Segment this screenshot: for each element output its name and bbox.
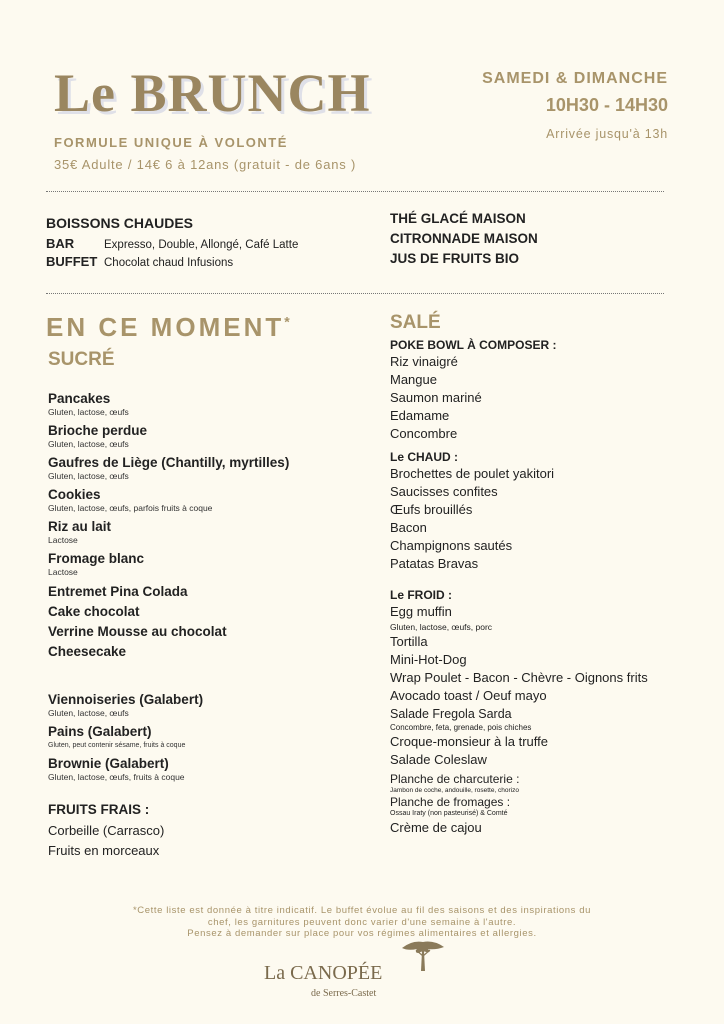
fruits-section <box>48 801 164 861</box>
list-item: Saumon mariné <box>390 390 482 405</box>
cold-drink-item: JUS DE FRUITS BIO <box>390 251 520 266</box>
list-item: Pancakes Gluten, lactose, œufs <box>48 391 129 417</box>
days-label: SAMEDI & DIMANCHE <box>482 70 668 87</box>
footer-note-line: Pensez à demander sur place pour vos régimes alimentaires et allergies. <box>187 928 537 939</box>
list-item: Egg muffin <box>390 604 452 619</box>
buffet-row <box>46 254 233 269</box>
moment-asterisk: * <box>284 313 293 330</box>
list-item: Fromage blanc Lactose <box>48 551 145 577</box>
sucre-list <box>48 390 289 662</box>
footer-note-line: *Cette liste est donnée à titre indicatif. Le buffet évolue au fil des saisons et des inspirations du <box>132 905 592 916</box>
list-item: Œufs brouillés <box>390 502 473 517</box>
list-item: Edamame <box>390 408 450 423</box>
list-item: Entremet Pina Colada <box>48 584 188 599</box>
list-item: Saucisses confites <box>390 484 498 499</box>
sale-list <box>390 337 648 837</box>
list-item: Brioche perdue Gluten, lactose, œufs <box>48 423 148 449</box>
list-item: Patatas Bravas <box>390 556 479 571</box>
list-item: Viennoiseries (Galabert) Gluten, lactose, œufs <box>48 692 204 718</box>
list-item: Crème de cajou <box>390 820 482 835</box>
hot-drinks-title: BOISSONS CHAUDES <box>46 215 194 231</box>
logo-subtitle: de Serres-Castet <box>311 988 377 999</box>
list-item: Brochettes de poulet yakitori <box>390 466 555 481</box>
buffet-label: BUFFET <box>46 254 98 269</box>
list-item: Tortilla <box>390 634 428 649</box>
list-item: Cake chocolat <box>48 604 140 619</box>
bar-items: Expresso, Double, Allongé, Café Latte <box>104 239 299 251</box>
chaud-title: Le CHAUD : <box>390 450 458 464</box>
list-item: Wrap Poulet - Bacon - Chèvre - Oignons frits <box>390 670 648 685</box>
buffet-items: Chocolat chaud Infusions <box>104 257 234 269</box>
cold-drink-item: THÉ GLACÉ MAISON <box>390 211 526 226</box>
footer-note-line: chef, les garnitures peuvent donc varier d'une semaine à l'autre. <box>207 916 517 928</box>
tree-icon <box>398 938 448 972</box>
bar-row <box>46 236 298 251</box>
list-item: Croque-monsieur à la truffe <box>390 734 549 749</box>
list-item: Mini-Hot-Dog <box>390 652 467 667</box>
list-item: Cheesecake <box>48 644 127 659</box>
item-note: Gluten, lactose, œufs, porc <box>390 622 493 632</box>
list-item: Corbeille (Carrasco) <box>48 823 165 838</box>
item-note: Ossau Iraty (non pasteurisé) & Comté <box>390 810 508 817</box>
sucre-title: SUCRÉ <box>48 349 115 370</box>
list-item: Riz vinaigré <box>390 354 458 369</box>
list-item: Fruits en morceaux <box>48 843 160 858</box>
item-note: Concombre, feta, grenade, pois chiches <box>390 723 532 732</box>
list-item: Riz au lait Lactose <box>48 519 112 545</box>
item-note: Jambon de coche, andouille, rosette, chorizo <box>390 787 519 794</box>
list-item: Pains (Galabert) Gluten, peut contenir sésame, fruits à coque <box>48 724 186 749</box>
footer-note <box>70 905 654 940</box>
cold-drinks-list <box>390 209 538 269</box>
list-item: Cookies Gluten, lactose, œufs, parfois fruits à coque <box>48 487 213 513</box>
list-item: Champignons sautés <box>390 538 513 553</box>
list-item: Planche de charcuterie : <box>390 772 520 786</box>
froid-title: Le FROID : <box>390 588 452 602</box>
cold-drink-item: CITRONNADE MAISON <box>390 231 538 246</box>
list-item: Planche de fromages : <box>390 795 511 809</box>
prices-text: 35€ Adulte / 14€ 6 à 12ans (gratuit - de 6ans ) <box>54 157 357 172</box>
logo-name: La CANOPÉE <box>264 962 383 984</box>
viennoiseries-list <box>48 691 203 787</box>
moment-title: EN CE MOMENT* <box>46 312 293 342</box>
list-item: Salade Coleslaw <box>390 752 487 767</box>
list-item: Mangue <box>390 372 437 387</box>
formula-label: FORMULE UNIQUE À VOLONTÉ <box>54 135 288 150</box>
page-title: Le BRUNCH <box>54 63 371 123</box>
fruits-title: FRUITS FRAIS : <box>48 802 150 817</box>
arrival-text: Arrivée jusqu'à 13h <box>546 127 668 141</box>
list-item: Brownie (Galabert) Gluten, lactose, œufs, fruits à coque <box>48 756 185 782</box>
bar-label: BAR <box>46 236 75 251</box>
divider-top <box>46 191 664 192</box>
sale-title: SALÉ <box>390 312 441 333</box>
list-item: Verrine Mousse au chocolat <box>48 624 227 639</box>
list-item: Bacon <box>390 520 427 535</box>
list-item: Concombre <box>390 426 458 441</box>
poke-title: POKE BOWL À COMPOSER : <box>390 338 557 352</box>
hours-label: 10H30 - 14H30 <box>545 95 668 115</box>
list-item: Salade Fregola Sarda <box>390 707 512 721</box>
list-item: Gaufres de Liège (Chantilly, myrtilles) Gluten, lactose, œufs <box>48 455 290 481</box>
list-item: Avocado toast / Oeuf mayo <box>390 688 547 703</box>
divider-middle <box>46 293 664 294</box>
